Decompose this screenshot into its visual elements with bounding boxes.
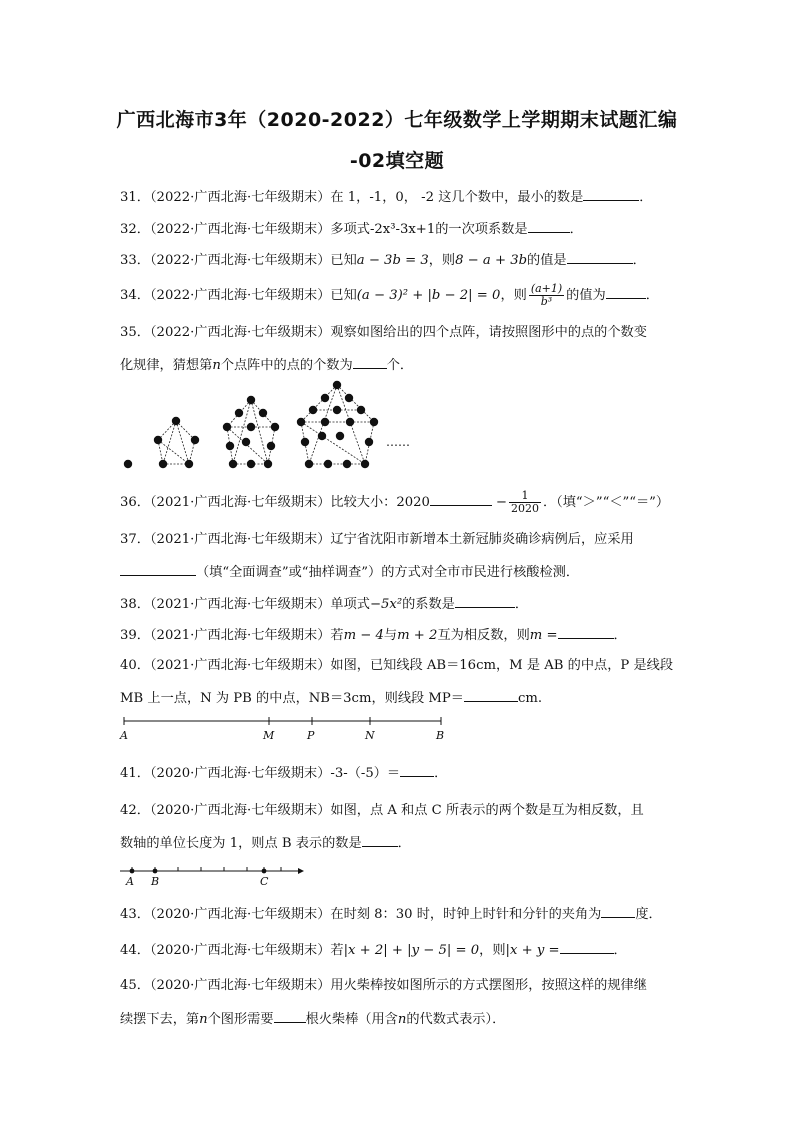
question-source: （2021·广西北海·七年级期末） [149, 532, 331, 547]
segment-figure [116, 713, 456, 745]
math-expression: m = [529, 628, 558, 643]
question-33: 33．（2022·广西北海·七年级期末）已知a − 3b = 3，则8 − a + 3b的值是 ． [120, 249, 680, 271]
question-number: 38． [120, 597, 150, 612]
question-source: （2021·广西北海·七年级期末） [149, 658, 331, 673]
answer-blank[interactable] [400, 762, 434, 777]
fraction: $\frac{1}{2020}$ [510, 489, 539, 515]
question-source: （2020·广西北海·七年级期末） [149, 907, 331, 922]
question-text: 如图，已知线段 AB＝16cm，M 是 AB 的中点，P 是线段 [330, 658, 674, 673]
question-45-line2: 续摆下去，第n个图形需要 根火柴棒（用含n的代数式表示）． [120, 1008, 680, 1030]
answer-blank[interactable] [558, 624, 614, 639]
question-37 [120, 530, 680, 550]
point-label: B [436, 729, 445, 742]
question-source: （2021·广西北海·七年级期末） [149, 495, 331, 510]
question-source: （2021·广西北海·七年级期末） [149, 628, 331, 643]
question-text: 互为相反数，则 [437, 628, 530, 643]
question-39: 39．（2021·广西北海·七年级期末）若m − 4与m + 2互为相反数，则m = ． [120, 624, 680, 646]
question-number: 45． [120, 978, 150, 993]
doc-title-line2: -02填空题 [349, 150, 445, 172]
question-42 [120, 801, 680, 821]
question-number: 39． [120, 628, 150, 643]
math-expression: |x + 2| + |y − 5| = 0 [343, 943, 480, 958]
question-37-line2: （填“全面调查”或“抽样调查”）的方式对全市市民进行核酸检测． [120, 561, 680, 583]
answer-blank[interactable] [583, 186, 639, 201]
math-expression: |x + y = [505, 943, 560, 958]
question-number: 41． [120, 766, 150, 781]
number-line-figure [116, 862, 306, 890]
question-35 [120, 323, 680, 343]
question-text: 在 1，-1，0， -2 这几个数中，最小的数是 [330, 190, 584, 205]
dot-lattice-figure [118, 380, 418, 475]
question-source: （2022·广西北海·七年级期末） [149, 253, 331, 268]
question-number: 33． [120, 253, 150, 268]
question-text: 比较大小：2020 [330, 495, 430, 510]
question-42-line2: 数轴的单位长度为 1，则点 B 表示的数是 ． [120, 832, 680, 854]
question-number: 35． [120, 325, 150, 340]
question-source: （2022·广西北海·七年级期末） [149, 190, 331, 205]
question-43: 43．（2020·广西北海·七年级期末）在时刻 8：30 时，时钟上时针和分针的夹角为 度． [120, 903, 680, 925]
question-number: 42． [120, 803, 150, 818]
question-source: （2021·广西北海·七年级期末） [149, 597, 331, 612]
point-label: N [365, 729, 375, 742]
math-expression: −5x² [369, 597, 403, 612]
answer-blank[interactable] [430, 491, 492, 506]
question-source: （2020·广西北海·七年级期末） [149, 943, 331, 958]
question-text: 用火柴棒按如图所示的方式摆图形，按照这样的规律继 [330, 978, 647, 993]
math-expression: a − 3b = 3 [356, 253, 429, 268]
question-40-line2: MB 上一点，N 为 PB 的中点，NB＝3cm，则线段 MP＝ cm. [120, 687, 680, 709]
question-text: 如图，点 A 和点 C 所表示的两个数是互为相反数，且 [330, 803, 644, 818]
answer-blank[interactable] [120, 561, 196, 576]
question-text: 的值是 [527, 253, 567, 268]
question-text: 多项式-2x³-3x+1的一次项系数是 [330, 222, 528, 237]
question-32: 32．（2022·广西北海·七年级期末）多项式-2x³-3x+1的一次项系数是 ． [120, 218, 680, 240]
answer-blank[interactable] [353, 354, 387, 369]
math-expression: (a − 3)² + |b − 2| = 0 [356, 288, 501, 303]
question-38: 38．（2021·广西北海·七年级期末）单项式−5x²的系数是 ． [120, 593, 680, 615]
math-expression: m + 2 [397, 628, 438, 643]
answer-blank[interactable] [528, 218, 570, 233]
question-text: -3-（-5）＝ [330, 766, 401, 781]
question-34: 34．（2022·广西北海·七年级期末）已知(a − 3)² + |b − 2| = 0，则 $\frac{(a+1)}{\text{b³}}$ 的值为 ． [120, 282, 659, 308]
question-text: 辽宁省沈阳市新增本土新冠肺炎确诊病例后，应采用 [330, 532, 634, 547]
point-label: P [307, 729, 315, 742]
question-source: （2022·广西北海·七年级期末） [149, 288, 331, 303]
question-35-line2: 化规律，猜想第n个点阵中的点的个数为 个． [120, 354, 680, 376]
question-source: （2022·广西北海·七年级期末） [149, 222, 331, 237]
question-31: 31．（2022·广西北海·七年级期末）在 1，-1，0， -2 这几个数中，最小的数是 ． [120, 186, 680, 208]
question-text: 的值为 [566, 288, 606, 303]
question-number: 34． [120, 288, 150, 303]
question-44: 44．（2020·广西北海·七年级期末）若|x + 2| + |y − 5| = 0，则|x + y = ． [120, 939, 680, 961]
question-text: 在时刻 8：30 时，时钟上时针和分针的夹角为 [330, 907, 602, 922]
question-number: 43． [120, 907, 150, 922]
doc-title-line1: 广西北海市3年（2020-2022）七年级数学上学期期末试题汇编 [116, 109, 678, 131]
question-45 [120, 976, 680, 996]
answer-blank[interactable] [606, 284, 646, 299]
answer-blank[interactable] [560, 939, 614, 954]
answer-blank[interactable] [567, 249, 633, 264]
question-number: 32． [120, 222, 150, 237]
question-text: 的系数是 [402, 597, 455, 612]
question-source: （2022·广西北海·七年级期末） [149, 325, 331, 340]
question-number: 31． [120, 190, 150, 205]
question-41: 41．（2020·广西北海·七年级期末）-3-（-5）＝ ． [120, 762, 680, 784]
answer-blank[interactable] [362, 832, 398, 847]
ellipsis: …… [386, 435, 410, 449]
point-label: A [126, 875, 134, 888]
fraction: $\frac{(a+1)}{\text{b³}}$ [530, 282, 563, 308]
answer-blank[interactable] [274, 1008, 306, 1023]
answer-blank[interactable] [455, 593, 515, 608]
question-source: （2020·广西北海·七年级期末） [149, 803, 331, 818]
question-number: 40． [120, 658, 150, 673]
question-number: 44． [120, 943, 150, 958]
question-source: （2020·广西北海·七年级期末） [149, 978, 331, 993]
answer-blank[interactable] [601, 903, 635, 918]
question-source: （2020·广西北海·七年级期末） [149, 766, 331, 781]
question-36: 36．（2021·广西北海·七年级期末）比较大小：2020 − $\frac{1}{2020}$ ．（填“＞”“＜”“＝”） [120, 489, 670, 515]
answer-blank[interactable] [464, 687, 518, 702]
point-label: A [120, 729, 128, 742]
question-number: 36． [120, 495, 150, 510]
math-expression: m − 4 [343, 628, 384, 643]
point-label: C [260, 875, 269, 888]
question-40 [120, 656, 680, 676]
question-text: 观察如图给出的四个点阵，请按照图形中的点的个数变 [330, 325, 647, 340]
question-number: 37． [120, 532, 150, 547]
math-expression: 8 − a + 3b [455, 253, 528, 268]
point-label: B [151, 875, 160, 888]
point-label: M [263, 729, 275, 742]
